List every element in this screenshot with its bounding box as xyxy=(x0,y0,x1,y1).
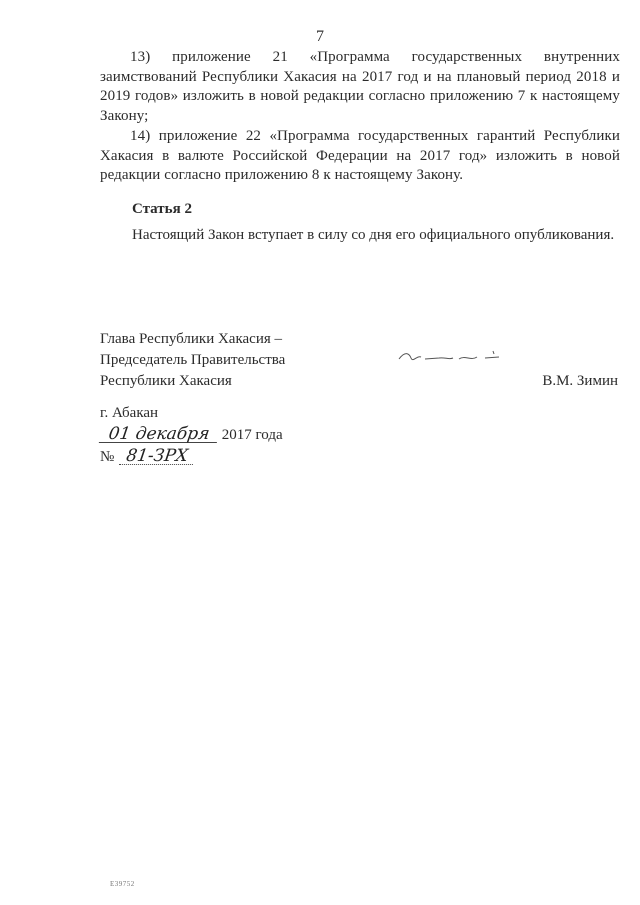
handwritten-signature xyxy=(395,345,505,367)
number-sign: № xyxy=(100,449,115,465)
signatory-title-line-2: Председатель Правительства xyxy=(100,352,286,368)
signatory-title-line-1: Глава Республики Хакасия – xyxy=(100,331,283,347)
amendment-item-14: 14) приложение 22 «Программа государственных гарантий Республики Хакасия в валюте Российской Федерации на 2017 год» изложить в новой редакции согласно приложению 8 к настоящему Закону. xyxy=(100,128,620,183)
signatory-title-line-3: Республики Хакасия xyxy=(100,373,232,389)
handwritten-date: 01 декабря xyxy=(99,426,219,443)
signing-city: г. Абакан xyxy=(100,405,159,421)
handwritten-law-number: 81-ЗРХ xyxy=(119,448,195,465)
date-year: 2017 года xyxy=(221,427,283,443)
article-heading: Статья 2 xyxy=(132,201,192,217)
signing-date xyxy=(100,426,283,444)
signatory-name: В.М. Зимин xyxy=(542,373,618,389)
law-number xyxy=(100,448,194,466)
article-text: Настоящий Закон вступает в силу со дня его официального опубликования. xyxy=(132,227,615,243)
amendment-item-13: 13) приложение 21 «Программа государственных внутренних заимствований Республики Хакасия на 2017 год и на плановый период 2018 и 2019 годов» изложить в новой редакции согласно приложению 7 к настоящему Закону; xyxy=(100,49,620,124)
footer-code: Е39752 xyxy=(110,880,135,888)
page-number: 7 xyxy=(316,28,324,45)
